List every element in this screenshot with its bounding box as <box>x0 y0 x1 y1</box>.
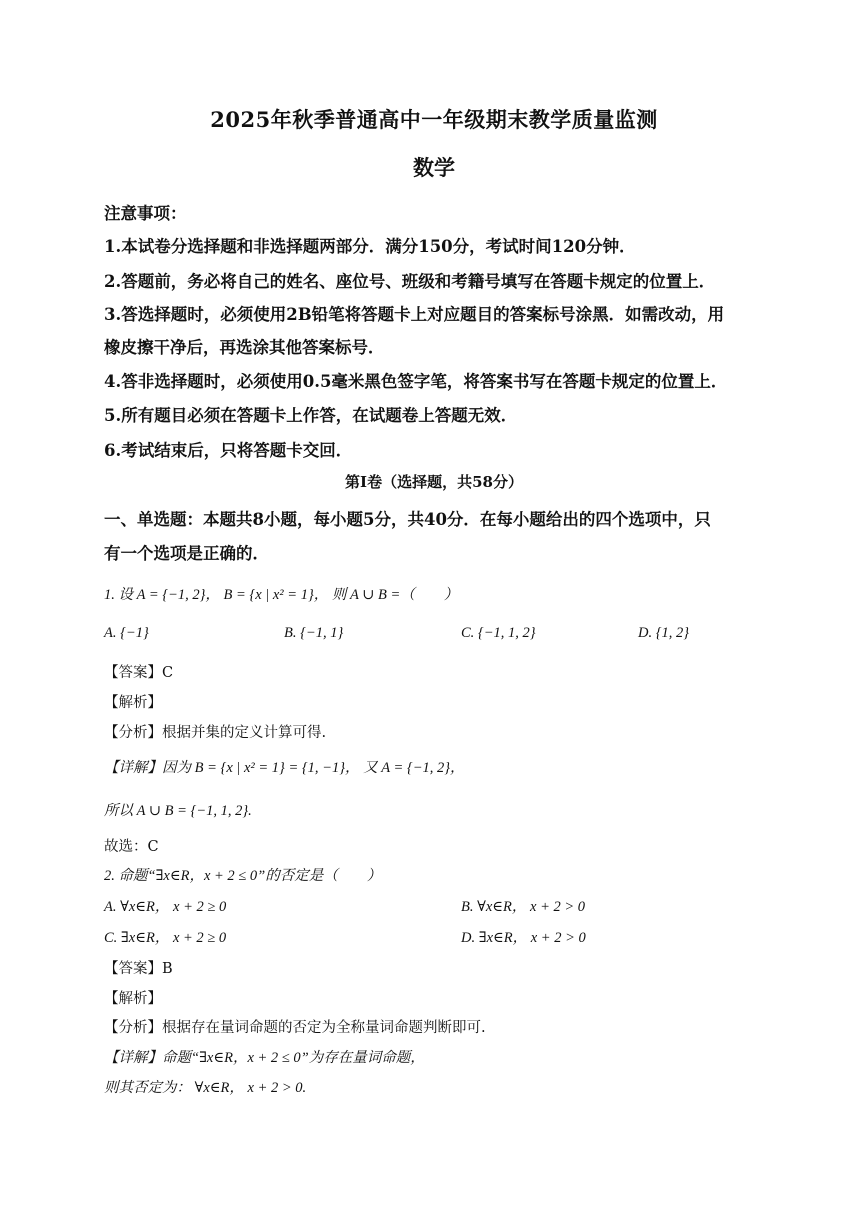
q2-analysis-label: 【解析】 <box>104 991 162 1007</box>
q2-option-a: A. ∀x∈R， x + 2 ≥ 0 <box>104 899 227 915</box>
q1-detail-1: 【详解】因为 B = {x | x² = 1} = {1, −1}， 又 A = {−1, 2}， <box>104 760 465 776</box>
notice-item-3-cont: 橡皮擦干净后，再选涂其他答案标号． <box>104 338 385 357</box>
q1-option-d: D. {1, 2} <box>638 625 690 641</box>
q2-option-c: C. ∃x∈R， x + 2 ≥ 0 <box>104 930 227 946</box>
notice-item-6: 6.考试结束后，只将答题卡交回． <box>104 441 353 460</box>
q2-detail-1: 【详解】命题“∃x∈R，x + 2 ≤ 0”为存在量词命题， <box>104 1050 425 1066</box>
q2-answer: 【答案】B <box>104 961 173 977</box>
part-heading: 一、单选题：本题共8小题，每小题5分，共40分．在每小题给出的四个选项中，只 <box>104 510 711 529</box>
q1-answer: 【答案】C <box>104 665 174 681</box>
q1-option-a: A. {−1} <box>104 625 149 641</box>
notice-item-2: 2.答题前，务必将自己的姓名、座位号、班级和考籍号填写在答题卡规定的位置上． <box>104 272 716 291</box>
notice-item-3: 3.答选择题时，必须使用2B铅笔将答题卡上对应题目的答案标号涂黑．如需改动，用 <box>104 305 725 324</box>
q1-option-b: B. {−1, 1} <box>284 625 344 641</box>
subject-title: 数学 <box>413 155 455 180</box>
notice-item-5: 5.所有题目必须在答题卡上作答，在试题卷上答题无效． <box>104 406 518 425</box>
q1-detail-2: 所以 A ∪ B = {−1, 1, 2}. <box>104 803 252 819</box>
section-title: 第Ⅰ卷（选择题，共58分） <box>345 473 523 491</box>
notice-item-1: 1.本试卷分选择题和非选择题两部分．满分150分，考试时间120分钟． <box>104 237 636 256</box>
q2-option-b: B. ∀x∈R， x + 2 > 0 <box>461 899 586 915</box>
part-heading-cont: 有一个选项是正确的． <box>104 544 269 563</box>
question-1-stem: 1. 设 A = {−1, 2}， B = {x | x² = 1}， 则 A ∪ B =（ ） <box>104 587 459 603</box>
question-2-stem: 2. 命题“∃x∈R，x + 2 ≤ 0”的否定是（ ） <box>104 868 382 884</box>
q1-option-c: C. {−1, 1, 2} <box>461 625 536 641</box>
notice-heading: 注意事项： <box>104 204 187 223</box>
q1-conclusion: 故选：C <box>104 839 159 855</box>
notice-item-4: 4.答非选择题时，必须使用0.5毫米黑色签字笔，将答案书写在答题卡规定的位置上． <box>104 372 728 391</box>
q2-fenxi: 【分析】根据存在量词命题的否定为全称量词命题判断即可. <box>104 1020 486 1036</box>
exam-title: 2025年秋季普通高中一年级期末教学质量监测 <box>210 107 658 132</box>
q2-detail-2: 则其否定为： ∀x∈R， x + 2 > 0. <box>104 1080 307 1096</box>
q1-analysis-label: 【解析】 <box>104 695 162 711</box>
q2-option-d: D. ∃x∈R， x + 2 > 0 <box>461 930 586 946</box>
q1-fenxi: 【分析】根据并集的定义计算可得. <box>104 725 327 741</box>
